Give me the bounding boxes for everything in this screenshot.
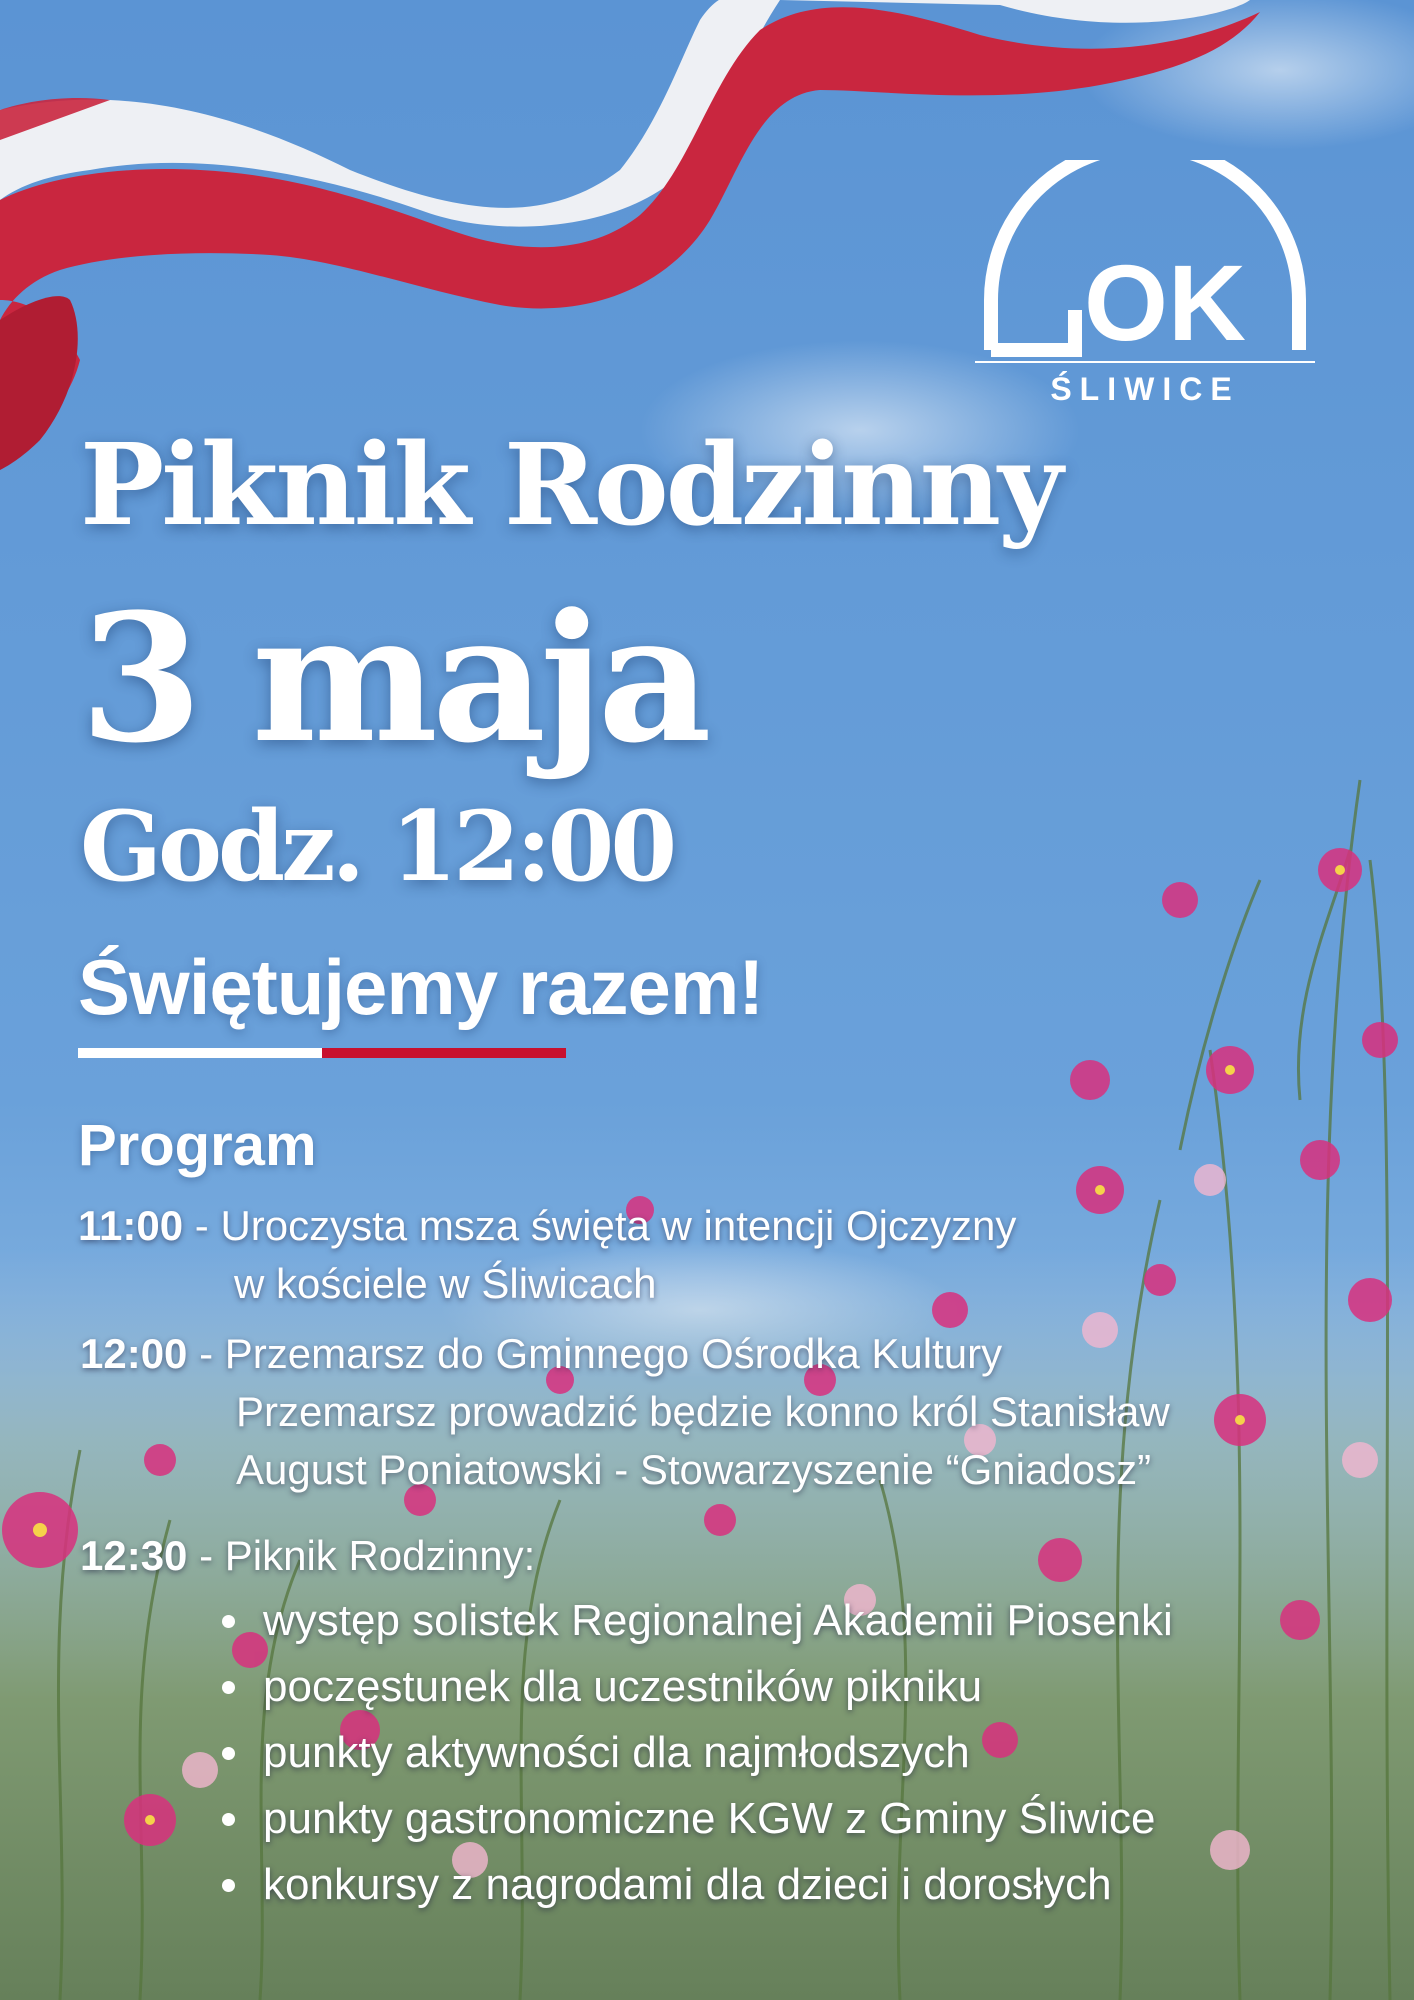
schedule-time: 12:30 [80,1532,188,1579]
schedule-text-continued: w kościele w Śliwicach [234,1260,657,1307]
list-item: • punkty gastronomiczne KGW z Gminy Śliwice [255,1786,1173,1852]
list-item: • punkty aktywności dla najmłodszych [255,1720,1173,1786]
schedule-item-1230 [80,1532,535,1580]
schedule-separator: - [194,1202,209,1249]
picnic-attractions-list [210,1588,1173,1918]
schedule-item-1100 [78,1202,1016,1250]
list-item: • poczęstunek dla uczestników pikniku [255,1654,1173,1720]
schedule-text-continued: Przemarsz prowadzić będzie konno król Stanisław [236,1388,1170,1435]
list-item: • występ solistek Regionalnej Akademii Piosenki [255,1588,1173,1654]
program-heading: Program [78,1113,317,1178]
tagline-underline-red [322,1048,566,1058]
schedule-time: 12:00 [80,1330,188,1377]
event-date: 3 maja [80,575,706,782]
logo-text: OK [1084,242,1246,363]
event-time: Godz. 12:00 [80,790,674,903]
tagline: Świętujemy razem! [78,943,764,1031]
tagline-underline-white [78,1048,322,1058]
schedule-separator: - [199,1330,214,1377]
schedule-text-continued: August Poniatowski - Stowarzyszenie “Gniadosz” [236,1446,1152,1493]
schedule-text: Uroczysta msza święta w intencji Ojczyzny [220,1202,1017,1249]
gok-logo [975,160,1315,410]
schedule-text: Piknik Rodzinny: [224,1532,536,1579]
schedule-text: Przemarsz do Gminnego Ośrodka Kultury [224,1330,1003,1377]
list-item: • konkursy z nagrodami dla dzieci i dorosłych [255,1852,1173,1918]
schedule-separator: - [199,1532,214,1579]
event-title: Piknik Rodzinny [80,420,1061,551]
schedule-item-1200 [80,1330,1002,1378]
logo-subtitle: ŚLIWICE [1050,371,1240,407]
schedule-time: 11:00 [78,1202,184,1249]
